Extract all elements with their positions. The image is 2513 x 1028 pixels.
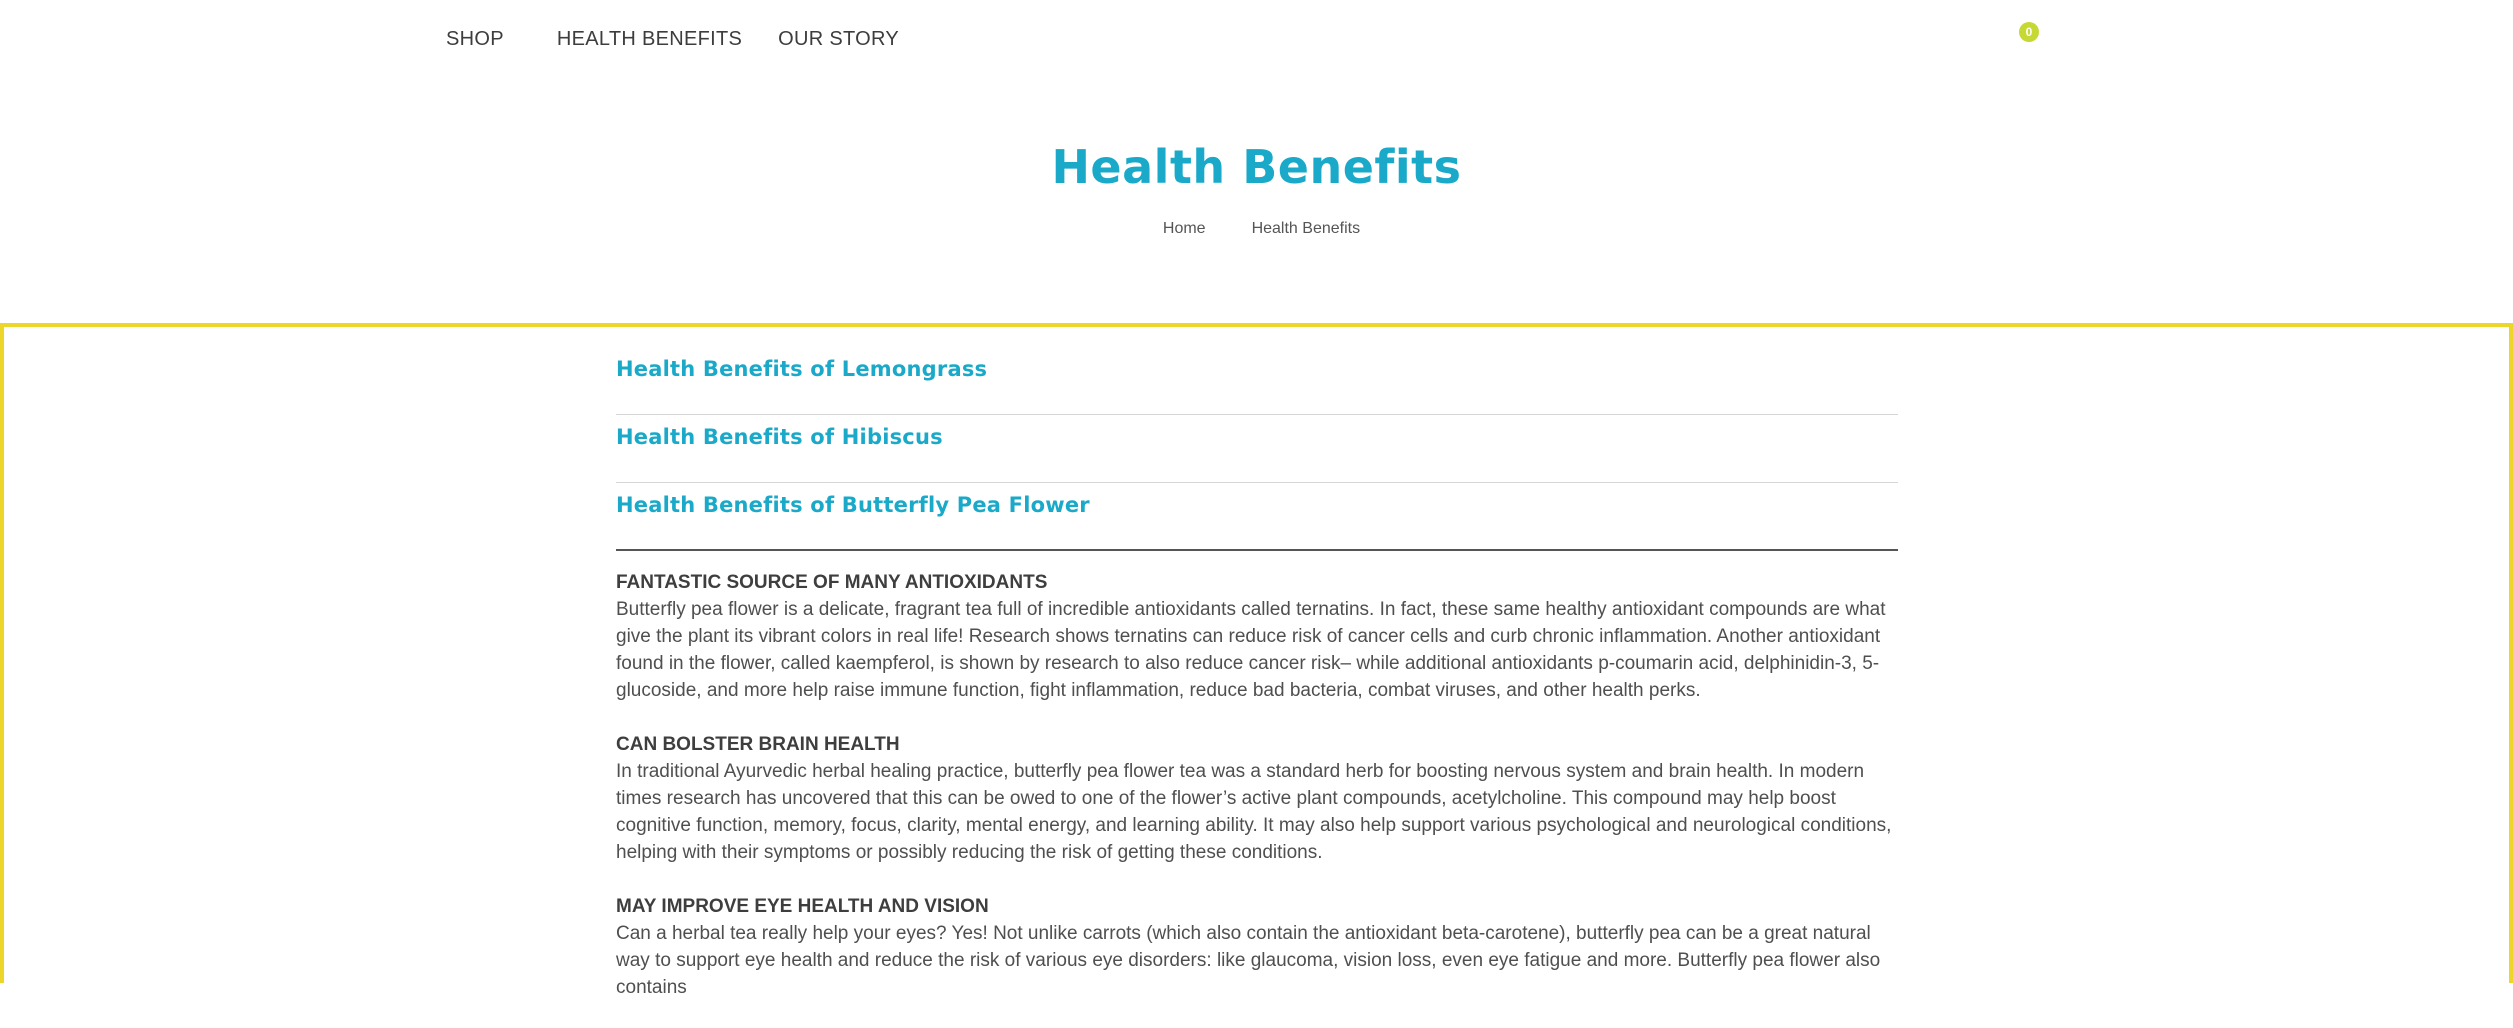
accordion-item-butterfly-pea[interactable] [616,483,1898,551]
nav-shop[interactable]: SHOP [446,28,504,50]
section-heading: CAN BOLSTER BRAIN HEALTH [616,734,900,755]
content-frame [0,323,2513,998]
breadcrumb-home-link[interactable]: Home [1162,220,1206,237]
section-text: In traditional Ayurvedic herbal healing practice, butterfly pea flower tea was a standard herb for boosting nervous system and brain health. In modern times research has uncovered that this can be owed to one of the flower’s active plant compounds, acetylcholine. This compound may help boost cognitive function, memory, focus, clarity, mental energy, and learning ability. It may also help support various psychological and neurological conditions, helping with their symptoms or possibly reducing the risk of getting these conditions. [616,761,1892,863]
main-nav [446,28,899,51]
benefit-section [616,731,1898,866]
accordion-title: Health Benefits of Lemongrass [616,357,988,381]
breadcrumb [0,220,2513,238]
accordion-title: Health Benefits of Hibiscus [616,425,943,449]
accordion-item-lemongrass[interactable] [616,347,1898,415]
breadcrumb-current: Health Benefits [1251,220,1361,237]
benefits-accordion [616,347,1898,1028]
section-heading: FANTASTIC SOURCE OF MANY ANTIOXIDANTS [616,572,1048,593]
nav-our-story[interactable]: OUR STORY [778,28,900,50]
cart-count-badge[interactable]: 0 [2019,22,2039,42]
section-text: Can a herbal tea really help your eyes? Yes! Not unlike carrots (which also contain the antioxidant beta-carotene), butterfly pea can be a great natural way to support eye health and reduce the risk of various eye disorders: like glaucoma, vision loss, even eye fatigue and more. Butterfly pea flower also contains [616,923,1881,998]
section-heading: MAY IMPROVE EYE HEALTH AND VISION [616,896,989,917]
benefit-section [616,893,1898,1001]
benefit-section [616,569,1898,704]
section-text: Butterfly pea flower is a delicate, fragrant tea full of incredible antioxidants called ternatins. In fact, these same healthy antioxidant compounds are what give the plant its vibrant colors in real life! Research shows ternatins can reduce risk of cancer cells and curb chronic inflammation. Another antioxidant found in the flower, called kaempferol, is shown by research to also reduce cancer risk– while additional antioxidants p-coumarin acid, delphinidin-3, 5-glucoside, and more help raise immune function, fight inflammation, reduce bad bacteria, combat viruses, and other health perks. [616,599,1886,701]
accordion-panel [616,551,1898,1001]
nav-health-benefits[interactable]: HEALTH BENEFITS [556,28,743,50]
page-title: Health Benefits [1051,140,1462,194]
accordion-item-hibiscus[interactable] [616,415,1898,483]
accordion-title: Health Benefits of Butterfly Pea Flower [616,493,1090,517]
